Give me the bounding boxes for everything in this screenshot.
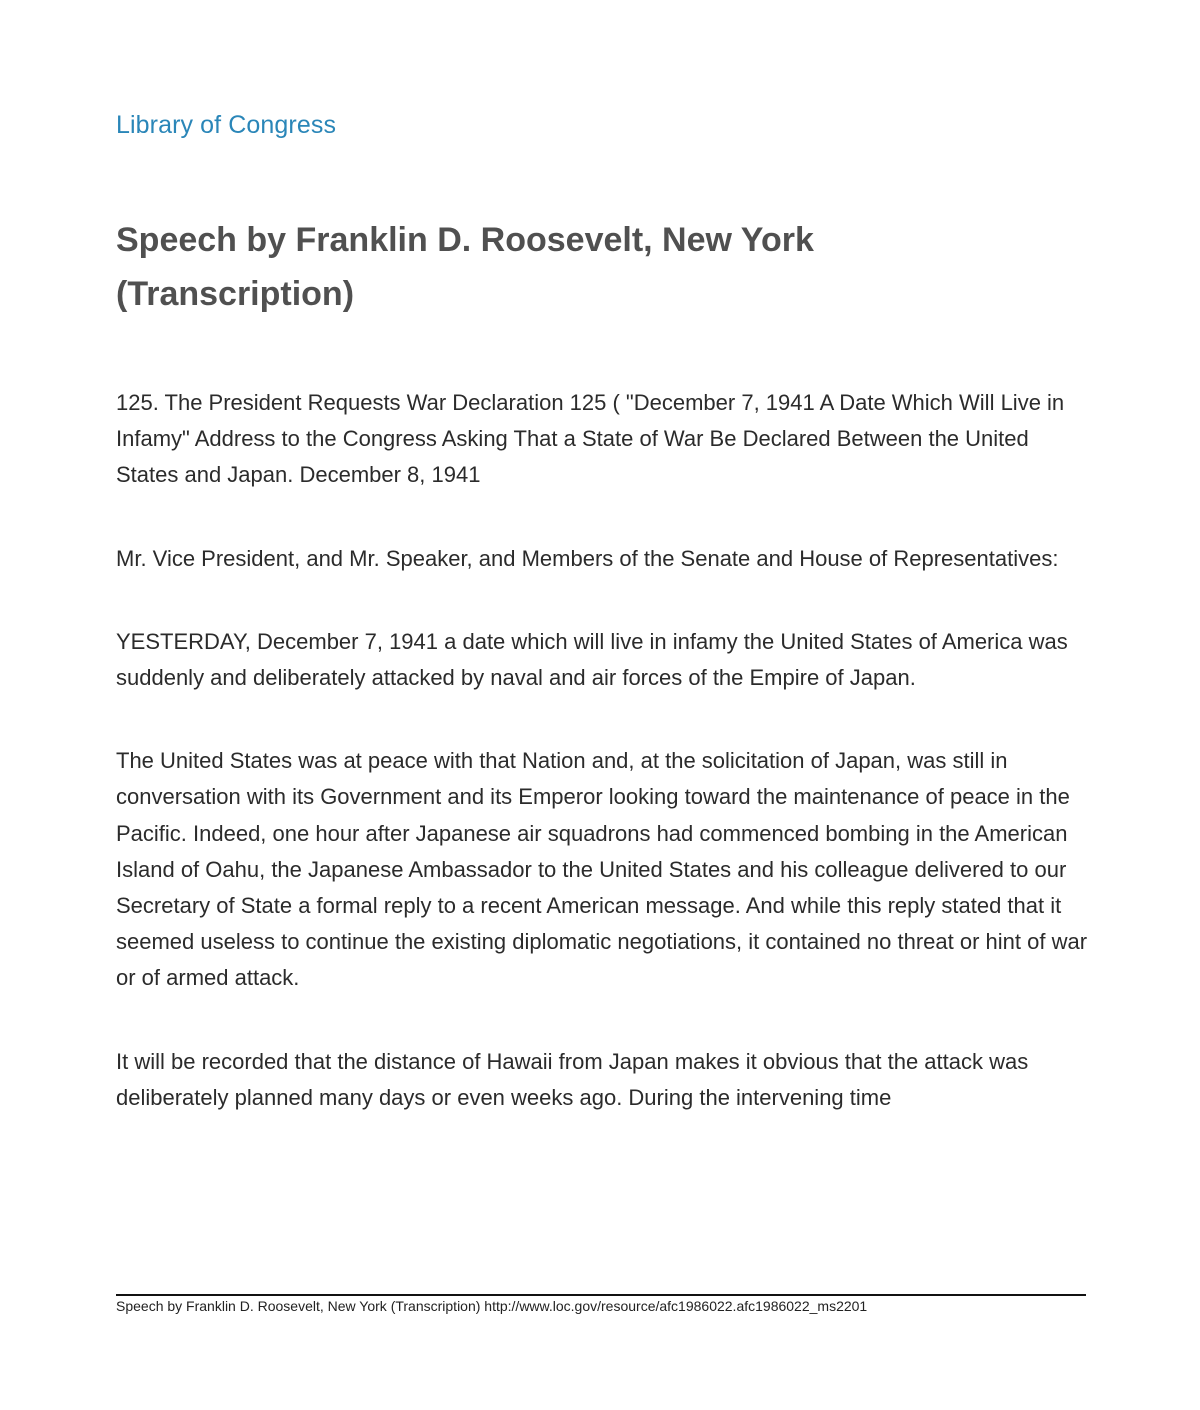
document-body <box>116 385 1091 1163</box>
paragraph-recorded: It will be recorded that the distance of Hawaii from Japan makes it obvious that the attack was deliberately planned many days or even weeks ago. During the intervening time <box>116 1048 1029 1110</box>
library-of-congress-link[interactable]: Library of Congress <box>116 111 337 139</box>
paragraph-yesterday: YESTERDAY, December 7, 1941 a date which will live in infamy the United States of America was suddenly and deliberately attacked by naval and air forces of the Empire of Japan. <box>116 628 1068 691</box>
page-title: Speech by Franklin D. Roosevelt, New York (Transcription) <box>116 221 814 313</box>
footer-citation: Speech by Franklin D. Roosevelt, New York (Transcription) http://www.loc.gov/resource/afc1986022.afc1986022_ms2201 <box>116 1298 868 1314</box>
paragraph-heading-note: 125. The President Requests War Declaration 125 ( "December 7, 1941 A Date Which Will Live in Infamy" Address to the Congress Asking That a State of War Be Declared Between the United States and Japan. December 8, 1941 <box>116 390 1065 488</box>
footer-divider <box>116 1294 1086 1296</box>
paragraph-peace: The United States was at peace with that Nation and, at the solicitation of Japan, was still in conversation with its Government and its Emperor looking toward the maintenance of peace in the Pacific. Indeed, one hour after Japanese air squadrons had commenced bombing in the American Island of Oahu, the Japanese Ambassador to the United States and his colleague delivered to our Secretary of State a formal reply to a recent American message. And while this reply stated that it seemed useless to continue the existing diplomatic negotiations, it contained no threat or hint of war or of armed attack. <box>116 748 1088 991</box>
paragraph-salutation: Mr. Vice President, and Mr. Speaker, and Members of the Senate and House of Representatives: <box>116 545 1059 571</box>
